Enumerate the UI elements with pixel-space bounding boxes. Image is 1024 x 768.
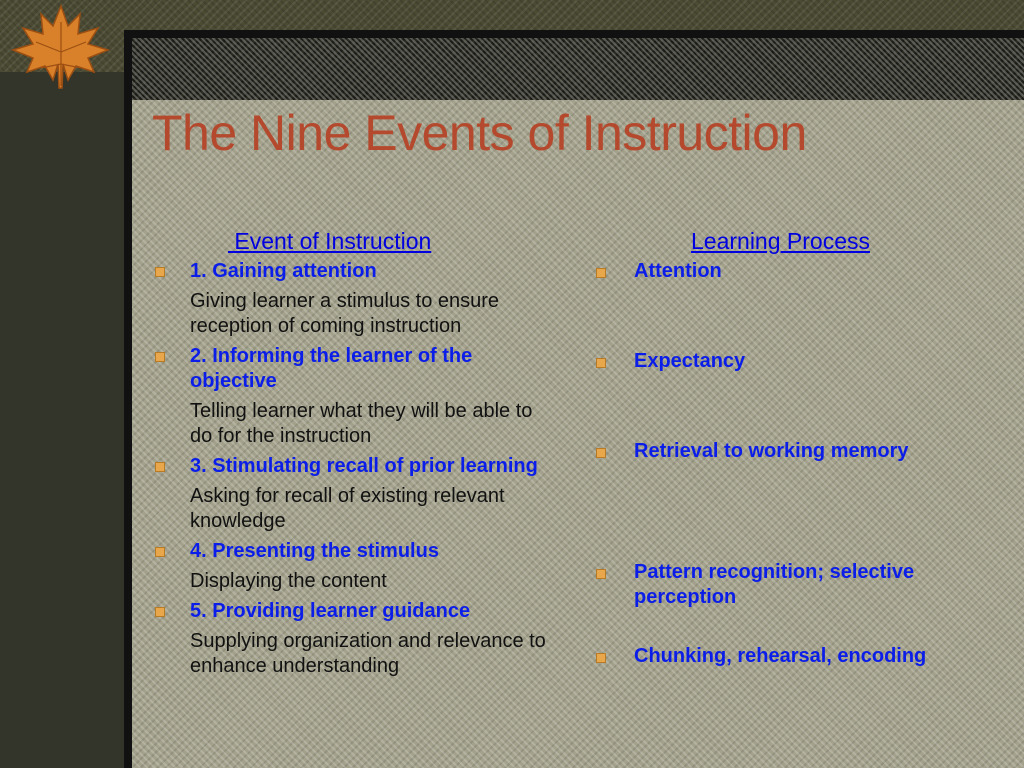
event-description: Supplying organization and relevance to enhance understanding (190, 630, 546, 677)
process-column-header[interactable]: Learning Process (691, 228, 870, 254)
square-bullet-icon (155, 607, 165, 617)
event-label: 3. Stimulating recall of prior learning (190, 455, 538, 477)
square-bullet-icon (596, 358, 606, 368)
process-item: Pattern recognition; selective perception (634, 561, 915, 608)
event-description: Displaying the content (190, 570, 387, 592)
event-column-header[interactable]: Event of Instruction (228, 228, 432, 254)
event-label: 1. Gaining attention (190, 260, 377, 282)
event-item (190, 539, 560, 594)
square-bullet-icon (155, 547, 165, 557)
event-description: Giving learner a stimulus to ensure reception of coming instruction (190, 290, 500, 337)
slide-top-border (124, 30, 1024, 38)
process-item: Expectancy (634, 350, 746, 372)
event-label: 4. Presenting the stimulus (190, 540, 439, 562)
event-label: 5. Providing learner guidance (190, 600, 471, 622)
square-bullet-icon (596, 653, 606, 663)
title-strip (132, 38, 1024, 100)
events-list (190, 259, 560, 684)
event-item (190, 454, 560, 534)
event-description: Telling learner what they will be able to do for the instruction (190, 400, 533, 447)
square-bullet-icon (596, 268, 606, 278)
event-description: Asking for recall of existing relevant knowledge (190, 485, 505, 532)
square-bullet-icon (596, 569, 606, 579)
left-decorative-bar (0, 72, 124, 768)
process-item: Chunking, rehearsal, encoding (634, 645, 927, 667)
process-item: Attention (634, 260, 722, 282)
square-bullet-icon (596, 448, 606, 458)
maple-leaf-icon (6, 2, 116, 90)
event-item (190, 599, 560, 679)
slide-title: The Nine Events of Instruction (152, 105, 807, 161)
square-bullet-icon (155, 267, 165, 277)
slide-left-border (124, 30, 132, 768)
event-item (190, 344, 560, 449)
square-bullet-icon (155, 462, 165, 472)
event-item (190, 259, 560, 339)
square-bullet-icon (155, 352, 165, 362)
process-item: Retrieval to working memory (634, 440, 909, 462)
event-label: 2. Informing the learner of the objective (190, 345, 473, 392)
